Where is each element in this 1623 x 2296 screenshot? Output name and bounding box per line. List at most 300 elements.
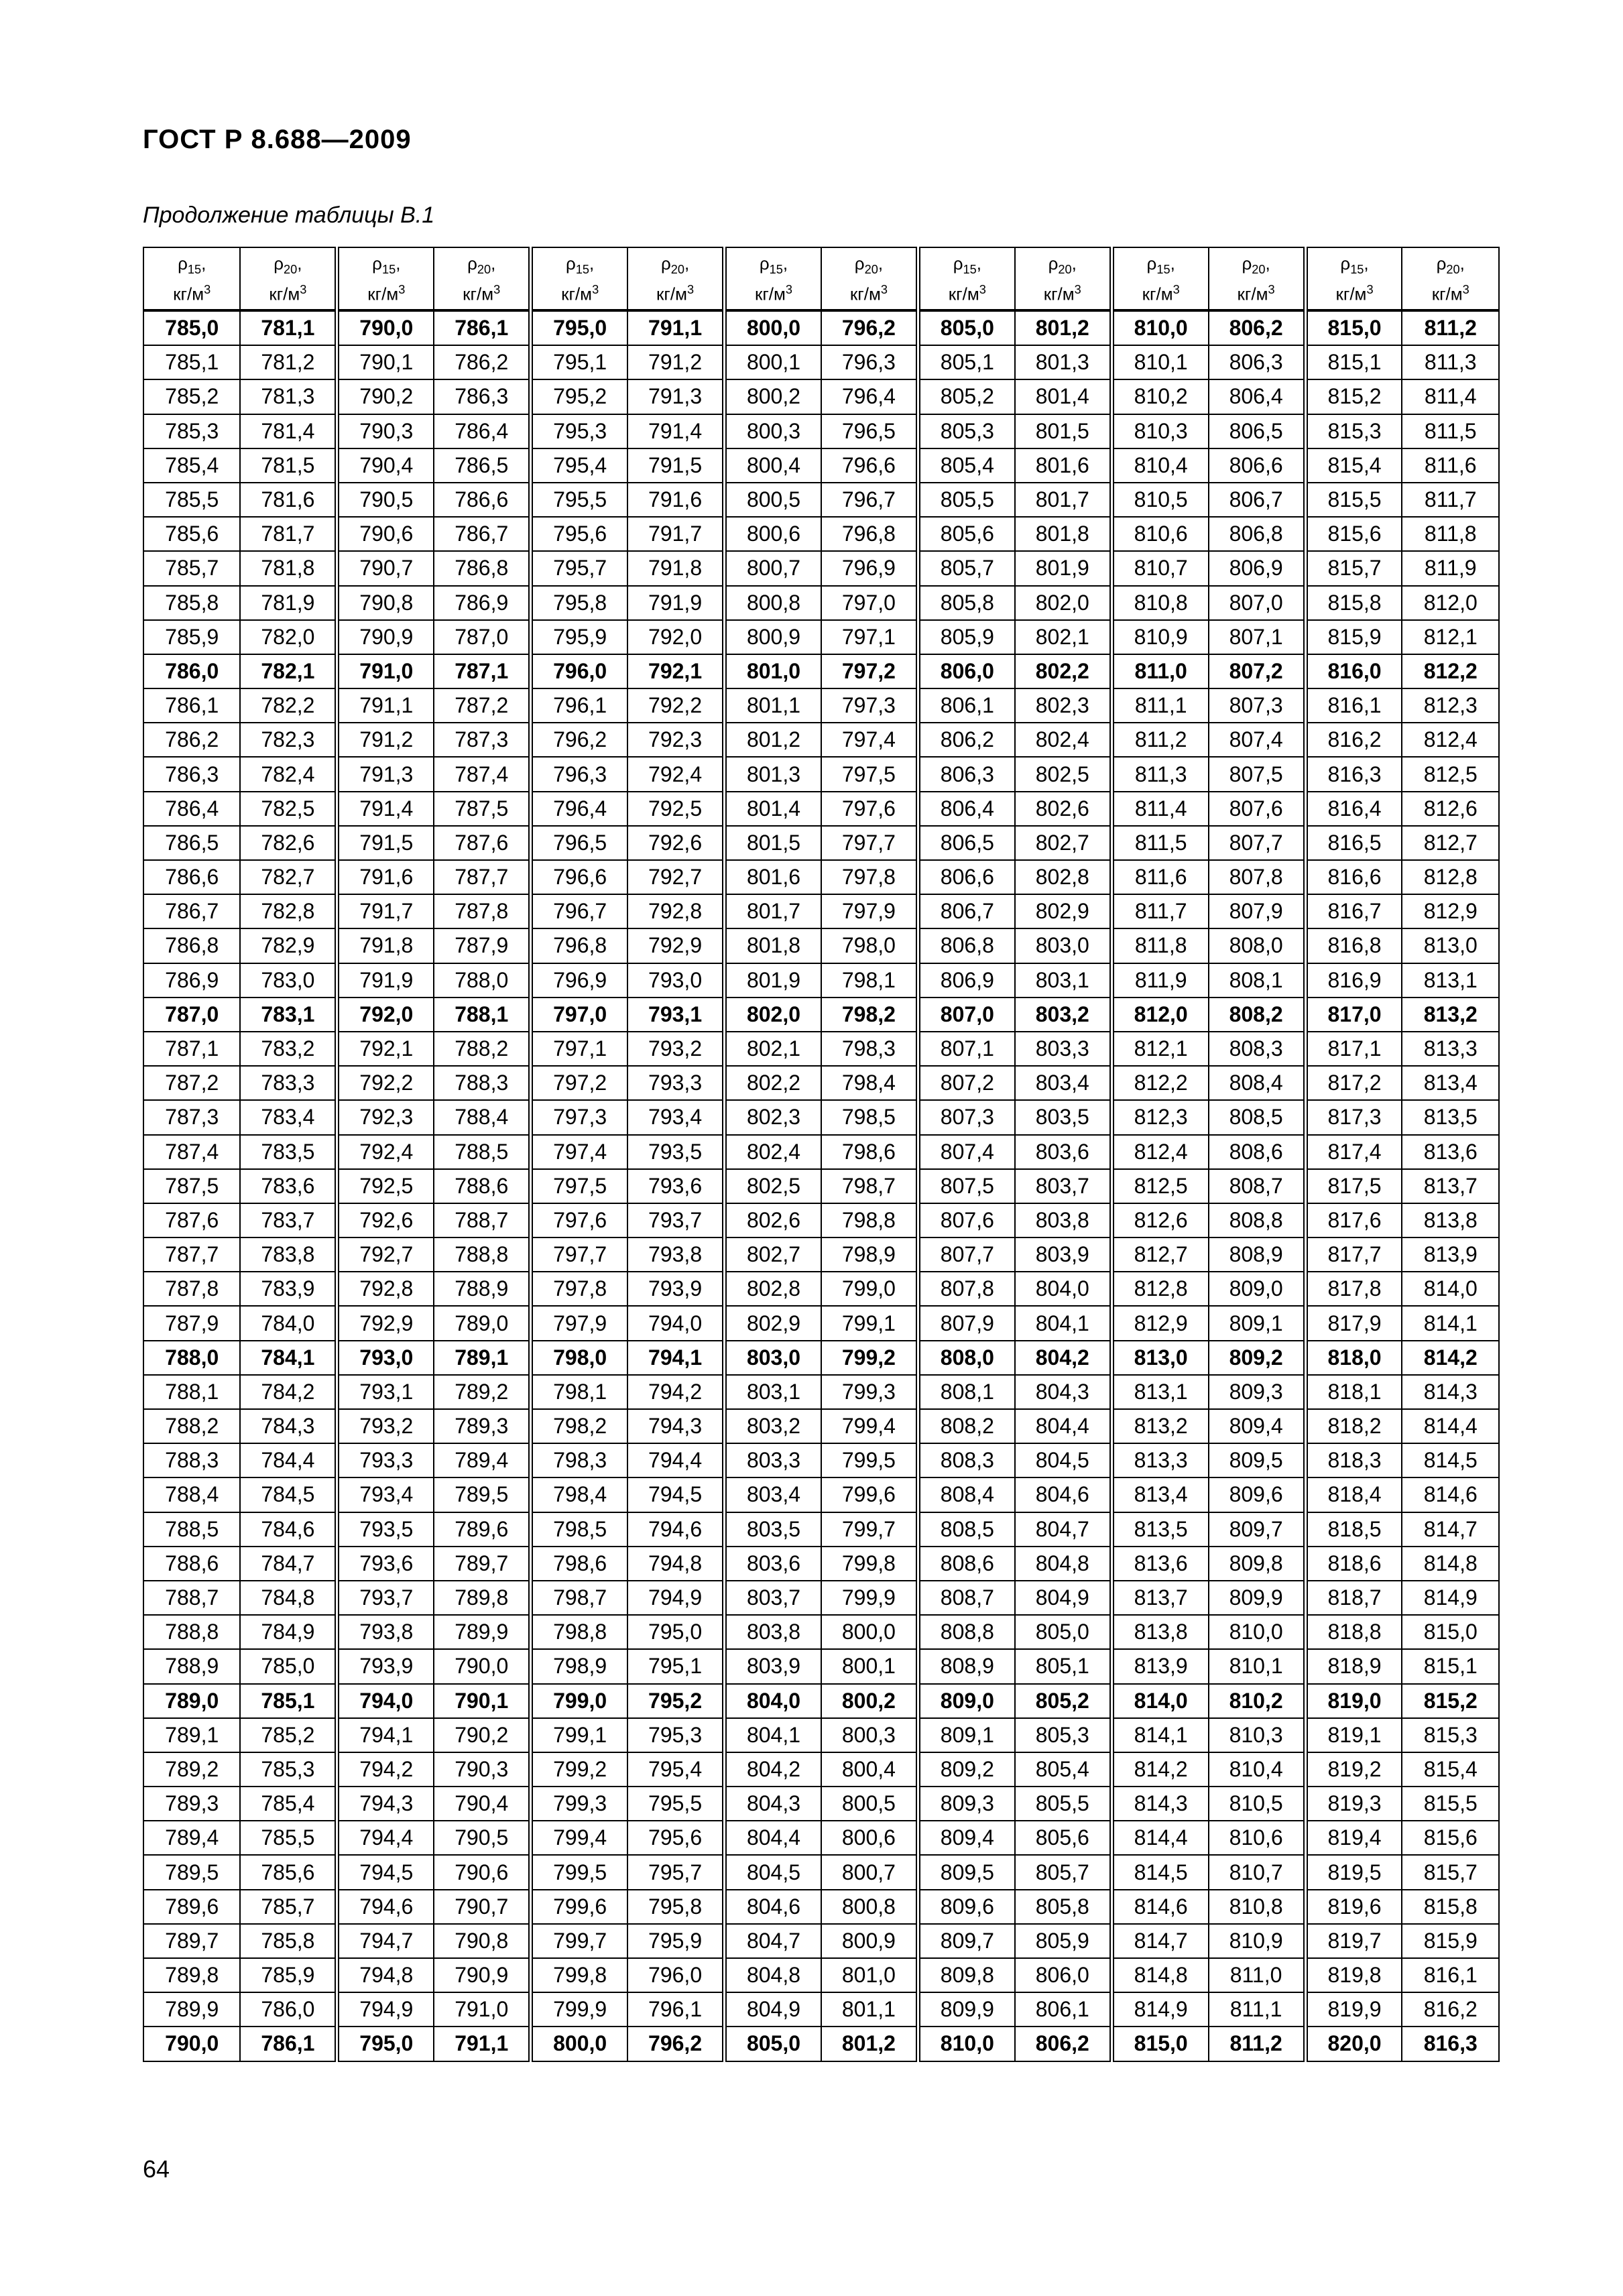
table-cell: 800,5 — [725, 483, 821, 517]
table-cell: 785,6 — [143, 517, 240, 551]
header-unit: $кг/м^3$ — [463, 282, 501, 304]
table-row — [143, 688, 1499, 723]
table-cell: 797,4 — [821, 723, 918, 757]
table-cell: 783,8 — [240, 1237, 337, 1272]
table-cell: 797,8 — [531, 1272, 627, 1306]
table-cell: 810,4 — [1209, 1752, 1305, 1787]
table-cell: 796,0 — [531, 654, 627, 688]
table-cell: 783,1 — [240, 998, 337, 1032]
table-cell: 808,5 — [1209, 1100, 1305, 1134]
table-cell: 802,1 — [725, 1032, 821, 1066]
table-cell: 815,1 — [1305, 345, 1402, 379]
table-cell: 797,9 — [821, 894, 918, 928]
table-cell: 790,0 — [434, 1649, 530, 1683]
table-cell: 799,4 — [531, 1821, 627, 1855]
table-cell: 815,8 — [1305, 586, 1402, 620]
table-cell: 800,2 — [725, 379, 821, 414]
table-cell: 808,5 — [918, 1512, 1014, 1547]
table-cell: 789,7 — [143, 1924, 240, 1958]
table-cell: 786,4 — [143, 792, 240, 826]
table-cell: 793,3 — [627, 1066, 724, 1100]
table-cell: 788,5 — [434, 1135, 530, 1169]
header-symbol: $\rho_{20}$, — [467, 253, 496, 276]
table-cell: 803,5 — [725, 1512, 821, 1547]
table-cell: 790,4 — [337, 448, 434, 483]
table-cell: 814,1 — [1402, 1306, 1499, 1340]
table-cell: 807,4 — [1209, 723, 1305, 757]
table-cell: 801,7 — [1015, 483, 1111, 517]
table-cell: 809,0 — [918, 1684, 1014, 1718]
table-cell: 808,4 — [918, 1477, 1014, 1512]
header-unit: $кг/м^3$ — [173, 282, 211, 304]
table-cell: 797,7 — [821, 826, 918, 860]
table-cell: 808,0 — [918, 1341, 1014, 1375]
table-cell: 793,7 — [337, 1581, 434, 1615]
table-cell: 792,5 — [627, 792, 724, 826]
table-cell: 793,2 — [337, 1409, 434, 1443]
table-cell: 809,8 — [1209, 1547, 1305, 1581]
table-cell: 812,3 — [1111, 1100, 1208, 1134]
table-cell: 808,0 — [1209, 928, 1305, 963]
table-cell: 804,5 — [725, 1855, 821, 1889]
table-cell: 809,2 — [1209, 1341, 1305, 1375]
table-cell: 808,3 — [1209, 1032, 1305, 1066]
table-cell: 799,7 — [531, 1924, 627, 1958]
table-cell: 803,4 — [1015, 1066, 1111, 1100]
table-cell: 818,2 — [1305, 1409, 1402, 1443]
table-cell: 810,0 — [1209, 1615, 1305, 1649]
table-cell: 784,0 — [240, 1306, 337, 1340]
table-cell: 804,5 — [1015, 1443, 1111, 1477]
table-cell: 789,1 — [434, 1341, 530, 1375]
table-cell: 796,1 — [531, 688, 627, 723]
table-cell: 788,1 — [434, 998, 530, 1032]
table-cell: 786,0 — [143, 654, 240, 688]
table-cell: 791,8 — [337, 928, 434, 963]
table-cell: 794,3 — [337, 1787, 434, 1821]
table-cell: 814,1 — [1111, 1718, 1208, 1752]
table-cell: 812,0 — [1111, 998, 1208, 1032]
table-cell: 794,8 — [627, 1547, 724, 1581]
table-cell: 793,9 — [627, 1272, 724, 1306]
table-cell: 805,6 — [1015, 1821, 1111, 1855]
header-unit: $кг/м^3$ — [656, 282, 695, 304]
table-cell: 801,9 — [1015, 551, 1111, 585]
table-cell: 786,9 — [434, 586, 530, 620]
table-cell: 799,1 — [531, 1718, 627, 1752]
table-cell: 805,1 — [1015, 1649, 1111, 1683]
table-cell: 781,5 — [240, 448, 337, 483]
table-cell: 818,0 — [1305, 1341, 1402, 1375]
table-cell: 792,2 — [627, 688, 724, 723]
table-cell: 807,3 — [1209, 688, 1305, 723]
table-cell: 799,3 — [531, 1787, 627, 1821]
table-cell: 801,7 — [725, 894, 821, 928]
table-cell: 798,6 — [821, 1135, 918, 1169]
table-cell: 818,8 — [1305, 1615, 1402, 1649]
table-cell: 781,1 — [240, 310, 337, 345]
column-header — [821, 247, 918, 310]
table-cell: 785,0 — [143, 310, 240, 345]
table-cell: 819,4 — [1305, 1821, 1402, 1855]
table-cell: 799,2 — [531, 1752, 627, 1787]
table-cell: 801,6 — [1015, 448, 1111, 483]
table-cell: 818,5 — [1305, 1512, 1402, 1547]
table-cell: 787,9 — [434, 928, 530, 963]
table-row — [143, 963, 1499, 998]
table-cell: 800,7 — [821, 1855, 918, 1889]
table-cell: 816,5 — [1305, 826, 1402, 860]
table-cell: 798,9 — [531, 1649, 627, 1683]
table-cell: 782,5 — [240, 792, 337, 826]
table-cell: 810,9 — [1111, 620, 1208, 654]
table-cell: 813,6 — [1402, 1135, 1499, 1169]
table-cell: 815,3 — [1402, 1718, 1499, 1752]
table-cell: 789,8 — [143, 1958, 240, 1992]
table-cell: 803,3 — [725, 1443, 821, 1477]
column-header — [725, 247, 821, 310]
header-symbol: $\rho_{15}$, — [178, 253, 206, 276]
table-cell: 786,7 — [143, 894, 240, 928]
table-cell: 803,7 — [1015, 1169, 1111, 1203]
table-cell: 809,9 — [1209, 1581, 1305, 1615]
table-cell: 784,3 — [240, 1409, 337, 1443]
table-cell: 790,7 — [337, 551, 434, 585]
table-cell: 796,9 — [531, 963, 627, 998]
table-cell: 791,4 — [627, 414, 724, 448]
header-unit: $кг/м^3$ — [849, 282, 888, 304]
table-cell: 802,8 — [725, 1272, 821, 1306]
table-cell: 807,0 — [1209, 586, 1305, 620]
table-cell: 806,6 — [918, 860, 1014, 894]
table-cell: 802,6 — [1015, 792, 1111, 826]
table-cell: 785,6 — [240, 1855, 337, 1889]
table-cell: 796,4 — [821, 379, 918, 414]
table-row — [143, 551, 1499, 585]
table-cell: 782,6 — [240, 826, 337, 860]
table-cell: 817,9 — [1305, 1306, 1402, 1340]
table-cell: 790,2 — [434, 1718, 530, 1752]
table-cell: 788,7 — [143, 1581, 240, 1615]
table-cell: 816,3 — [1305, 757, 1402, 791]
table-row — [143, 1547, 1499, 1581]
table-row — [143, 1992, 1499, 2027]
table-cell: 795,6 — [531, 517, 627, 551]
table-cell: 799,2 — [821, 1341, 918, 1375]
table-cell: 791,7 — [337, 894, 434, 928]
table-cell: 815,0 — [1402, 1615, 1499, 1649]
table-cell: 810,8 — [1209, 1890, 1305, 1924]
table-cell: 806,2 — [918, 723, 1014, 757]
table-cell: 799,8 — [531, 1958, 627, 1992]
table-cell: 797,7 — [531, 1237, 627, 1272]
table-cell: 808,2 — [918, 1409, 1014, 1443]
table-row — [143, 1684, 1499, 1718]
table-cell: 805,5 — [918, 483, 1014, 517]
table-cell: 812,9 — [1111, 1306, 1208, 1340]
table-cell: 803,9 — [725, 1649, 821, 1683]
table-cell: 806,7 — [1209, 483, 1305, 517]
table-cell: 793,4 — [627, 1100, 724, 1134]
table-cell: 801,2 — [725, 723, 821, 757]
table-cell: 817,2 — [1305, 1066, 1402, 1100]
table-cell: 813,2 — [1402, 998, 1499, 1032]
column-header — [1402, 247, 1499, 310]
table-cell: 789,7 — [434, 1547, 530, 1581]
header-symbol: $\rho_{20}$, — [1242, 253, 1270, 276]
table-cell: 810,2 — [1209, 1684, 1305, 1718]
table-cell: 784,4 — [240, 1443, 337, 1477]
table-row — [143, 1615, 1499, 1649]
table-cell: 817,5 — [1305, 1169, 1402, 1203]
table-cell: 805,0 — [725, 2027, 821, 2061]
table-cell: 810,0 — [918, 2027, 1014, 2061]
table-cell: 808,2 — [1209, 998, 1305, 1032]
table-cell: 804,6 — [1015, 1477, 1111, 1512]
table-cell: 798,7 — [821, 1169, 918, 1203]
table-cell: 799,5 — [821, 1443, 918, 1477]
table-cell: 803,5 — [1015, 1100, 1111, 1134]
table-cell: 790,3 — [434, 1752, 530, 1787]
table-cell: 810,5 — [1209, 1787, 1305, 1821]
table-cell: 800,7 — [725, 551, 821, 585]
table-cell: 819,8 — [1305, 1958, 1402, 1992]
table-cell: 797,5 — [821, 757, 918, 791]
table-cell: 814,7 — [1402, 1512, 1499, 1547]
table-cell: 819,6 — [1305, 1890, 1402, 1924]
table-cell: 796,2 — [531, 723, 627, 757]
column-header — [240, 247, 337, 310]
table-cell: 806,4 — [1209, 379, 1305, 414]
table-cell: 787,2 — [434, 688, 530, 723]
table-cell: 797,4 — [531, 1135, 627, 1169]
table-cell: 809,0 — [1209, 1272, 1305, 1306]
table-cell: 814,0 — [1402, 1272, 1499, 1306]
table-cell: 792,3 — [337, 1100, 434, 1134]
table-cell: 797,6 — [531, 1203, 627, 1237]
table-cell: 812,8 — [1402, 860, 1499, 894]
table-cell: 783,6 — [240, 1169, 337, 1203]
table-row — [143, 1409, 1499, 1443]
table-cell: 804,8 — [725, 1958, 821, 1992]
table-cell: 789,4 — [143, 1821, 240, 1855]
table-cell: 790,6 — [434, 1855, 530, 1889]
table-cell: 812,1 — [1402, 620, 1499, 654]
table-cell: 807,5 — [918, 1169, 1014, 1203]
table-cell: 802,9 — [725, 1306, 821, 1340]
table-cell: 796,5 — [531, 826, 627, 860]
table-cell: 794,4 — [337, 1821, 434, 1855]
table-cell: 794,9 — [337, 1992, 434, 2027]
table-cell: 803,1 — [725, 1375, 821, 1409]
table-cell: 789,3 — [434, 1409, 530, 1443]
table-cell: 791,1 — [337, 688, 434, 723]
table-cell: 813,0 — [1111, 1341, 1208, 1375]
table-cell: 804,9 — [725, 1992, 821, 2027]
table-cell: 811,2 — [1111, 723, 1208, 757]
table-cell: 799,3 — [821, 1375, 918, 1409]
table-cell: 787,3 — [143, 1100, 240, 1134]
table-cell: 788,6 — [434, 1169, 530, 1203]
table-cell: 788,8 — [434, 1237, 530, 1272]
table-cell: 787,4 — [434, 757, 530, 791]
table-cell: 818,7 — [1305, 1581, 1402, 1615]
table-cell: 785,2 — [240, 1718, 337, 1752]
table-cell: 782,0 — [240, 620, 337, 654]
table-cell: 806,0 — [1015, 1958, 1111, 1992]
table-cell: 788,7 — [434, 1203, 530, 1237]
table-cell: 804,0 — [1015, 1272, 1111, 1306]
table-cell: 789,6 — [143, 1890, 240, 1924]
table-cell: 795,4 — [627, 1752, 724, 1787]
table-cell: 804,9 — [1015, 1581, 1111, 1615]
table-row — [143, 1821, 1499, 1855]
table-cell: 804,7 — [725, 1924, 821, 1958]
table-row — [143, 414, 1499, 448]
table-cell: 785,9 — [143, 620, 240, 654]
table-cell: 791,9 — [337, 963, 434, 998]
table-cell: 791,1 — [434, 2027, 530, 2061]
table-cell: 815,4 — [1305, 448, 1402, 483]
table-cell: 807,8 — [918, 1272, 1014, 1306]
table-cell: 801,5 — [1015, 414, 1111, 448]
table-row — [143, 757, 1499, 791]
table-cell: 792,1 — [627, 654, 724, 688]
table-cell: 798,0 — [821, 928, 918, 963]
table-cell: 802,6 — [725, 1203, 821, 1237]
table-cell: 785,3 — [240, 1752, 337, 1787]
table-cell: 811,6 — [1111, 860, 1208, 894]
table-cell: 815,5 — [1305, 483, 1402, 517]
table-cell: 812,6 — [1111, 1203, 1208, 1237]
table-cell: 810,9 — [1209, 1924, 1305, 1958]
table-cell: 797,5 — [531, 1169, 627, 1203]
column-header — [1209, 247, 1305, 310]
table-cell: 819,0 — [1305, 1684, 1402, 1718]
table-row — [143, 1135, 1499, 1169]
table-row — [143, 379, 1499, 414]
table-cell: 790,6 — [337, 517, 434, 551]
table-cell: 782,9 — [240, 928, 337, 963]
table-cell: 807,3 — [918, 1100, 1014, 1134]
table-cell: 792,6 — [627, 826, 724, 860]
table-row — [143, 1718, 1499, 1752]
table-cell: 815,8 — [1402, 1890, 1499, 1924]
table-cell: 782,7 — [240, 860, 337, 894]
table-cell: 816,4 — [1305, 792, 1402, 826]
column-header — [143, 247, 240, 310]
table-cell: 781,8 — [240, 551, 337, 585]
table-cell: 806,5 — [918, 826, 1014, 860]
table-cell: 790,7 — [434, 1890, 530, 1924]
table-cell: 814,5 — [1402, 1443, 1499, 1477]
table-cell: 818,3 — [1305, 1443, 1402, 1477]
table-cell: 782,1 — [240, 654, 337, 688]
table-cell: 781,7 — [240, 517, 337, 551]
table-cell: 793,4 — [337, 1477, 434, 1512]
table-cell: 784,7 — [240, 1547, 337, 1581]
table-cell: 791,6 — [337, 860, 434, 894]
table-cell: 798,0 — [531, 1341, 627, 1375]
header-unit: $кг/м^3$ — [754, 282, 793, 304]
table-cell: 786,5 — [434, 448, 530, 483]
table-cell: 799,4 — [821, 1409, 918, 1443]
table-cell: 785,4 — [143, 448, 240, 483]
table-cell: 812,4 — [1402, 723, 1499, 757]
table-cell: 788,4 — [143, 1477, 240, 1512]
table-cell: 792,8 — [337, 1272, 434, 1306]
table-cell: 793,5 — [627, 1135, 724, 1169]
table-cell: 812,5 — [1402, 757, 1499, 791]
table-cell: 781,3 — [240, 379, 337, 414]
table-cell: 816,9 — [1305, 963, 1402, 998]
table-row — [143, 1752, 1499, 1787]
table-cell: 816,6 — [1305, 860, 1402, 894]
table-cell: 810,7 — [1209, 1855, 1305, 1889]
table-cell: 817,8 — [1305, 1272, 1402, 1306]
table-cell: 811,3 — [1402, 345, 1499, 379]
header-unit: $кг/м^3$ — [367, 282, 406, 304]
table-cell: 786,3 — [434, 379, 530, 414]
table-row — [143, 1649, 1499, 1683]
table-cell: 813,0 — [1402, 928, 1499, 963]
table-row — [143, 1924, 1499, 1958]
table-cell: 789,6 — [434, 1512, 530, 1547]
table-cell: 800,2 — [821, 1684, 918, 1718]
table-cell: 804,2 — [725, 1752, 821, 1787]
table-cell: 788,4 — [434, 1100, 530, 1134]
table-cell: 810,1 — [1209, 1649, 1305, 1683]
table-cell: 795,3 — [531, 414, 627, 448]
table-cell: 803,2 — [725, 1409, 821, 1443]
table-cell: 803,0 — [1015, 928, 1111, 963]
table-cell: 809,7 — [918, 1924, 1014, 1958]
table-cell: 801,8 — [1015, 517, 1111, 551]
table-cell: 808,7 — [1209, 1169, 1305, 1203]
table-cell: 787,1 — [434, 654, 530, 688]
table-cell: 798,5 — [531, 1512, 627, 1547]
table-cell: 784,8 — [240, 1581, 337, 1615]
table-cell: 781,9 — [240, 586, 337, 620]
table-cell: 818,6 — [1305, 1547, 1402, 1581]
table-cell: 786,1 — [240, 2027, 337, 2061]
header-unit: $кг/м^3$ — [1043, 282, 1081, 304]
table-cell: 803,6 — [1015, 1135, 1111, 1169]
table-cell: 794,6 — [627, 1512, 724, 1547]
table-cell: 792,9 — [337, 1306, 434, 1340]
table-cell: 790,3 — [337, 414, 434, 448]
table-cell: 792,9 — [627, 928, 724, 963]
table-row — [143, 620, 1499, 654]
table-cell: 799,0 — [821, 1272, 918, 1306]
table-cell: 783,0 — [240, 963, 337, 998]
table-cell: 815,3 — [1305, 414, 1402, 448]
table-cell: 787,2 — [143, 1066, 240, 1100]
table-cell: 806,0 — [918, 654, 1014, 688]
table-cell: 800,8 — [725, 586, 821, 620]
table-cell: 794,9 — [627, 1581, 724, 1615]
header-unit: $кг/м^3$ — [561, 282, 599, 304]
table-cell: 790,4 — [434, 1787, 530, 1821]
table-cell: 786,4 — [434, 414, 530, 448]
table-cell: 811,8 — [1402, 517, 1499, 551]
table-cell: 788,3 — [143, 1443, 240, 1477]
table-cell: 803,8 — [725, 1615, 821, 1649]
table-cell: 786,6 — [143, 860, 240, 894]
table-cell: 806,6 — [1209, 448, 1305, 483]
table-cell: 783,2 — [240, 1032, 337, 1066]
table-cell: 806,3 — [1209, 345, 1305, 379]
